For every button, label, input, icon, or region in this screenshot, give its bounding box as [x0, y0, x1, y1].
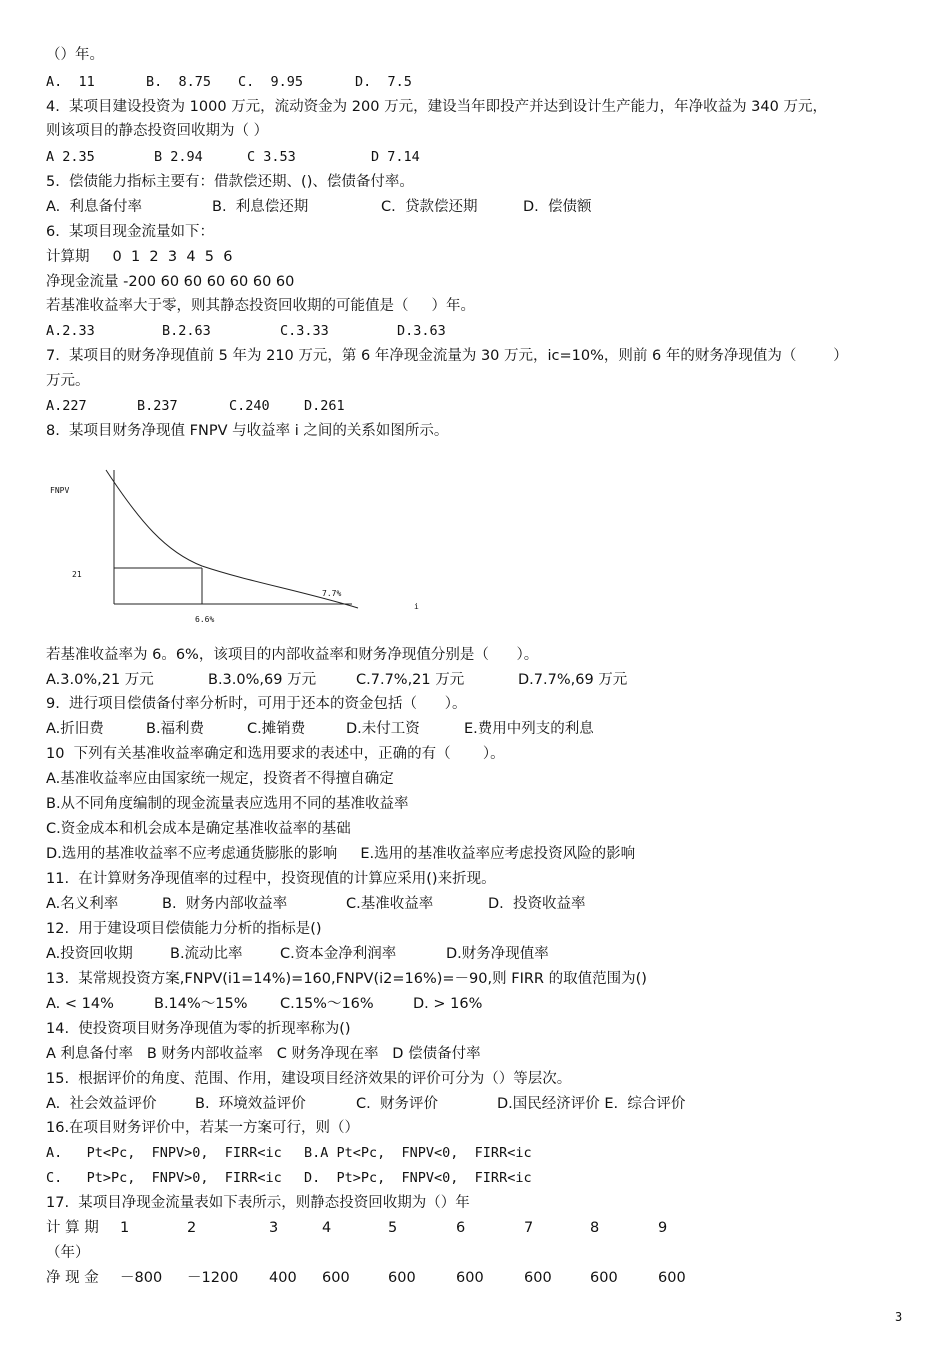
page-number: 3 — [895, 1310, 903, 1324]
option-a: A.3.0%,21 万元 — [46, 672, 154, 688]
option-b: B.14%～15% — [154, 996, 248, 1012]
table-row-label-unit: （年） — [46, 1245, 90, 1261]
text-line: 若基准收益率大于零，则其静态投资回收期的可能值是（ ）年。 — [46, 298, 476, 314]
option-d: D.7.7%,69 万元 — [518, 672, 628, 688]
question-4: 4. 某项目建设投资为 1000 万元，流动资金为 200 万元，建设当年即投产并达到设计生产能力，年净收益为 340 万元， — [46, 99, 827, 115]
option-d-e: D.国民经济评价 E. 综合评价 — [497, 1096, 686, 1112]
option-c: C 3.53 — [247, 149, 296, 165]
cashflow-row: 净现金流量 -200 60 60 60 60 60 60 — [46, 274, 295, 290]
option-d: D. 投资收益率 — [488, 896, 586, 912]
table-cell: 4 — [322, 1220, 332, 1236]
text-line: 若基准收益率为 6。6%，该项目的内部收益率和财务净现值分别是（ ）。 — [46, 647, 539, 663]
x-axis-label: i — [414, 602, 419, 611]
option-a: A. Pt<Pc, FNPV>0, FIRR<ic — [46, 1145, 282, 1161]
text-line: 万元。 — [46, 373, 90, 389]
text-line: D.选用的基准收益率不应考虑通货膨胀的影响 E.选用的基准收益率应考虑投资风险的影响 — [46, 846, 636, 862]
option-c: C. 9.95 — [238, 74, 304, 90]
option-d: D.财务净现值率 — [446, 946, 549, 962]
table-cell: 7 — [524, 1220, 534, 1236]
table-row-label: 计 算 期 — [46, 1220, 99, 1236]
table-cell: 600 — [590, 1270, 618, 1286]
option-d: D. 偿债额 — [523, 199, 592, 215]
option-a: A. 利息备付率 — [46, 199, 142, 215]
text-line: B.从不同角度编制的现金流量表应选用不同的基准收益率 — [46, 796, 409, 812]
option-b: B.2.63 — [162, 323, 211, 339]
option-a: A.折旧费 — [46, 721, 104, 737]
question-16: 16.在项目财务评价中，若某一方案可行，则（） — [46, 1120, 360, 1136]
option-b: B.A Pt<Pc, FNPV<0, FIRR<ic — [304, 1145, 532, 1161]
option-c: C.资本金净利润率 — [280, 946, 397, 962]
text-line: C.资金成本和机会成本是确定基准收益率的基础 — [46, 821, 351, 837]
option-a: A.投资回收期 — [46, 946, 133, 962]
option-c: C.摊销费 — [247, 721, 306, 737]
question-6: 6. 某项目现金流量如下： — [46, 224, 215, 240]
option-d: D. > 16% — [413, 996, 483, 1012]
text-line: A.基准收益率应由国家统一规定，投资者不得擅自确定 — [46, 771, 394, 787]
table-cell: 600 — [322, 1270, 350, 1286]
question-10: 10 下列有关基准收益率确定和选用要求的表述中，正确的有（ ）。 — [46, 746, 505, 762]
question-15: 15. 根据评价的角度、范围、作用，建设项目经济效果的评价可分为（）等层次。 — [46, 1071, 572, 1087]
option-a: A.名义利率 — [46, 896, 119, 912]
question-5: 5. 偿债能力指标主要有：借款偿还期、()、偿债备付率。 — [46, 174, 414, 190]
option-b: B 2.94 — [154, 149, 203, 165]
question-8: 8. 某项目财务净现值 FNPV 与收益率 i 之间的关系如图所示。 — [46, 423, 449, 439]
option-d: D. 7.5 — [355, 74, 412, 90]
period-row: 计算期 0 1 2 3 4 5 6 — [46, 249, 233, 265]
y-axis-label: FNPV — [50, 486, 70, 495]
table-cell: 400 — [269, 1270, 297, 1286]
table-cell: 9 — [658, 1220, 668, 1236]
table-cell: 3 — [269, 1220, 279, 1236]
root-label: 7.7% — [322, 589, 342, 598]
option-c: C.15%～16% — [280, 996, 374, 1012]
table-cell: 5 — [388, 1220, 398, 1236]
question-11: 11. 在计算财务净现值率的过程中，投资现值的计算应采用()来折现。 — [46, 871, 496, 887]
option-c: C. 财务评价 — [356, 1096, 438, 1112]
option-c: C. 贷款偿还期 — [381, 199, 478, 215]
option-b: B.流动比率 — [170, 946, 243, 962]
question-12: 12. 用于建设项目偿债能力分析的指标是() — [46, 921, 322, 937]
option-a: A 2.35 — [46, 149, 95, 165]
option-a: A. < 14% — [46, 996, 114, 1012]
table-cell: 2 — [187, 1220, 197, 1236]
question-9: 9. 进行项目偿债备付率分析时，可用于还本的资金包括（ ）。 — [46, 696, 467, 712]
y-mark-label: 21 — [72, 570, 82, 579]
table-row-label: 净 现 金 — [46, 1270, 99, 1286]
table-cell: 6 — [456, 1220, 466, 1236]
option-d: D. Pt>Pc, FNPV<0, FIRR<ic — [304, 1170, 532, 1186]
text-line: （）年。 — [46, 47, 104, 63]
question-14: 14. 使投资项目财务净现值为零的折现率称为() — [46, 1021, 351, 1037]
option-b: B. 8.75 — [146, 74, 212, 90]
option-d: D 7.14 — [371, 149, 420, 165]
option-b: B. 利息偿还期 — [212, 199, 309, 215]
text-line: 则该项目的静态投资回收期为（ ） — [46, 123, 269, 139]
option-d: D.3.63 — [397, 323, 446, 339]
table-cell: 1 — [120, 1220, 130, 1236]
table-cell: －1200 — [187, 1270, 239, 1286]
option-d: D.未付工资 — [346, 721, 420, 737]
option-b: B.237 — [137, 398, 178, 414]
question-13: 13. 某常规投资方案,FNPV(i1=14%)=160,FNPV(i2=16%)=－90,则 FIRR 的取值范围为() — [46, 971, 647, 987]
option-a: A.227 — [46, 398, 87, 414]
x-mark-label: 6.6% — [195, 615, 215, 624]
option-c: C.7.7%,21 万元 — [356, 672, 465, 688]
option-a: A. 11 — [46, 74, 95, 90]
table-cell: 600 — [524, 1270, 552, 1286]
option-b: B.3.0%,69 万元 — [208, 672, 317, 688]
options-14: A 利息备付率 B 财务内部收益率 C 财务净现在率 D 偿债备付率 — [46, 1046, 481, 1062]
question-17: 17. 某项目净现金流量表如下表所示，则静态投资回收期为（）年 — [46, 1195, 470, 1211]
fnpv-curve — [106, 470, 358, 608]
fnpv-curve-figure — [40, 462, 440, 632]
option-b: B. 财务内部收益率 — [162, 896, 288, 912]
option-c: C.3.33 — [280, 323, 329, 339]
table-cell: 600 — [388, 1270, 416, 1286]
option-c: C.240 — [229, 398, 270, 414]
option-c: C. Pt>Pc, FNPV>0, FIRR<ic — [46, 1170, 282, 1186]
option-c: C.基准收益率 — [346, 896, 434, 912]
option-d: D.261 — [304, 398, 345, 414]
option-a: A.2.33 — [46, 323, 95, 339]
table-cell: 600 — [658, 1270, 686, 1286]
option-b: B.福利费 — [146, 721, 205, 737]
question-7: 7. 某项目的财务净现值前 5 年为 210 万元，第 6 年净现金流量为 30 万元，ic=10%，则前 6 年的财务净现值为（ ） — [46, 348, 848, 364]
option-a: A. 社会效益评价 — [46, 1096, 157, 1112]
option-b: B. 环境效益评价 — [195, 1096, 306, 1112]
table-cell: 600 — [456, 1270, 484, 1286]
option-e: E.费用中列支的利息 — [464, 721, 594, 737]
table-cell: －800 — [120, 1270, 163, 1286]
table-cell: 8 — [590, 1220, 600, 1236]
